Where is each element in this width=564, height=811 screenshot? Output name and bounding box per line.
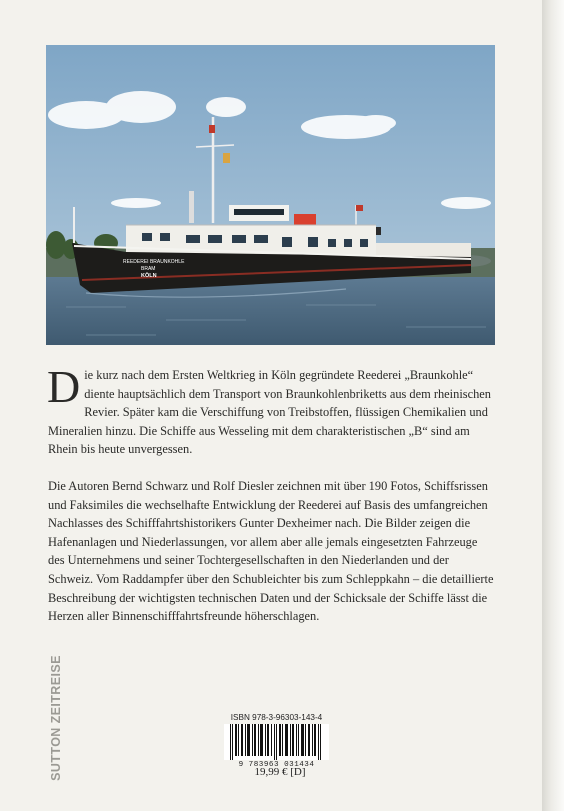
intro-paragraph: [47, 361, 496, 459]
publisher-logo: [40, 655, 72, 780]
hull-name-line-3: KÖLN: [141, 273, 157, 279]
hull-name-line-2: BRAM: [141, 266, 156, 272]
body-paragraph: Die Autoren Bernd Schwarz und Rolf Diesler zeichnen mit über 190 Fotos, Schiffsrissen und Faksimiles die wechselhafte Entwicklung der Reederei auf Basis des umfangreichen Nachlasses des Schifffahrtshistorikers Gunter Dexheimer nach. Die Bilder zeigen die Hafenanlagen und Niederlassungen, vor allem aber alle jemals eingesetzten Fahrzeuge des Unternehmens und seiner Tochtergesellschaften in den Niederlanden und der Schweiz. Vom Raddampfer über den Schubleichter bis zum Schleppkahn – die detaillierte Beschreibung der wichtigsten technischen Daten und der Schicksale der Schiffe lässt die Herzen aller Binnenschifffahrtsfreunde höherschlagen.: [48, 478, 494, 624]
intro-text: ie kurz nach dem Ersten Weltkrieg in Köln gegründete Reederei „Braunkohle“ diente hauptsächlich dem Transport von Braunkohlenbriketts aus dem rheinischen Revier. Später kam die Verschiffung von Treibstoffen, flüssigen Chemikalien und Mineralien hinzu. Die Schiffe aus Wesseling mit dem charakteristischen „B“ sind am Rhein bis heute unvergessen.: [48, 368, 491, 457]
ship-photo-drawing: [46, 45, 495, 345]
publisher-logo-text: SUTTON ZEITREISE: [49, 654, 63, 781]
price: 19,99 € [D]: [254, 766, 306, 778]
barcode-bars: [224, 724, 329, 760]
ship-photo: [46, 45, 495, 345]
blurb: [47, 361, 496, 644]
drop-cap: D: [47, 361, 81, 412]
book-edge: [542, 0, 564, 811]
isbn-label: ISBN 978-3-96303-143-4: [230, 713, 323, 722]
barcode: [224, 724, 329, 760]
hull-name-line-1: REEDEREI BRAUNKOHLE: [123, 259, 185, 265]
barcode-digits: 9 783963 031434: [238, 761, 315, 769]
